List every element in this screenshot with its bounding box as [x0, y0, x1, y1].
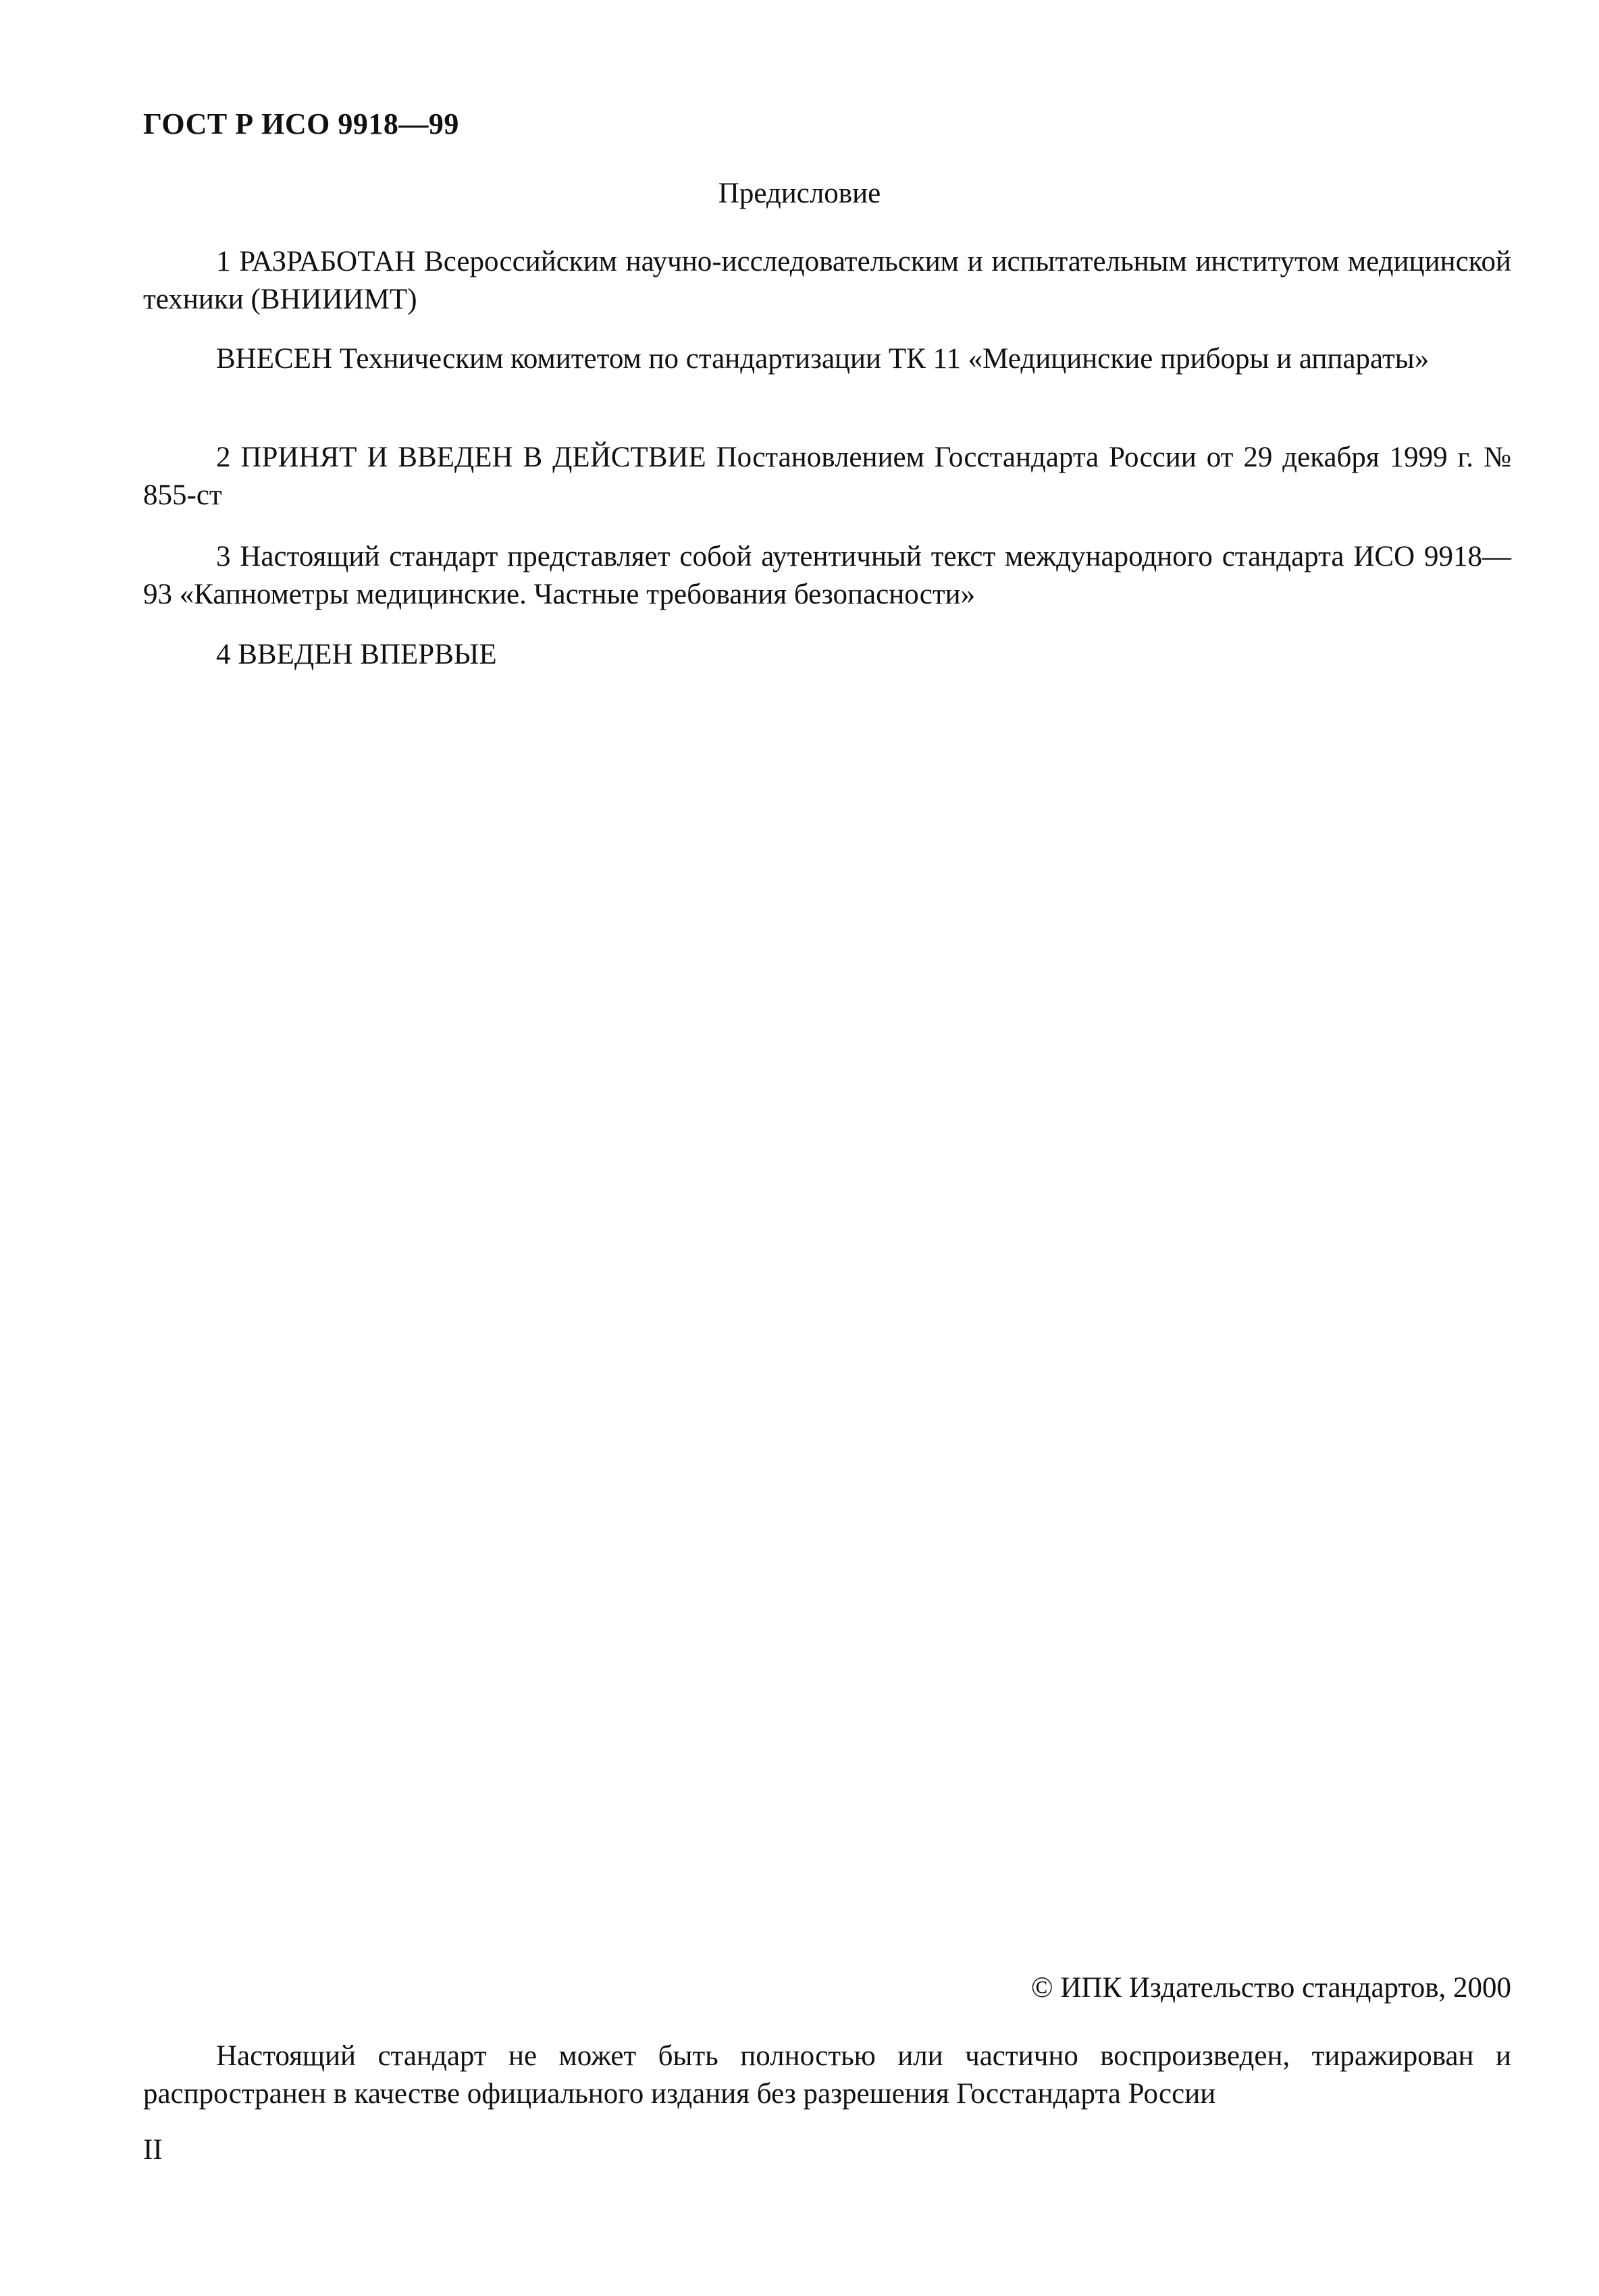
reproduction-notice: Настоящий стандарт не может быть полностью или частично воспроизведен, тиражирован и распространен в качестве официального издания без разрешения Госстандарта России: [143, 2040, 1511, 2110]
preface-paragraph-authentic-text: 3 Настоящий стандарт представляет собой аутентичный текст международного стандарта ИСО 9918—93 «Капнометры медицинские. Частные требования безопасности»: [143, 541, 1511, 610]
page-number: II: [143, 2134, 163, 2166]
preface-paragraph-introduced: ВНЕСЕН Техническим комитетом по стандартизации ТК 11 «Медицинские приборы и аппараты»: [216, 343, 1430, 375]
preface-paragraph-developed: 1 РАЗРАБОТАН Всероссийским научно-исследовательским и испытательным институтом медицинской техники (ВНИИИМТ): [143, 246, 1511, 315]
preface-paragraph-adopted: 2 ПРИНЯТ И ВВЕДЕН В ДЕЙСТВИЕ Постановлением Госстандарта России от 29 декабря 1999 г. № 855-ст: [143, 442, 1511, 511]
preface-paragraph-first-introduced: 4 ВВЕДЕН ВПЕРВЫЕ: [216, 639, 497, 670]
preface-title: Предисловие: [718, 178, 881, 209]
document-code: ГОСТ Р ИСО 9918—99: [143, 107, 459, 140]
copyright-line: © ИПК Издательство стандартов, 2000: [1030, 1972, 1511, 2004]
